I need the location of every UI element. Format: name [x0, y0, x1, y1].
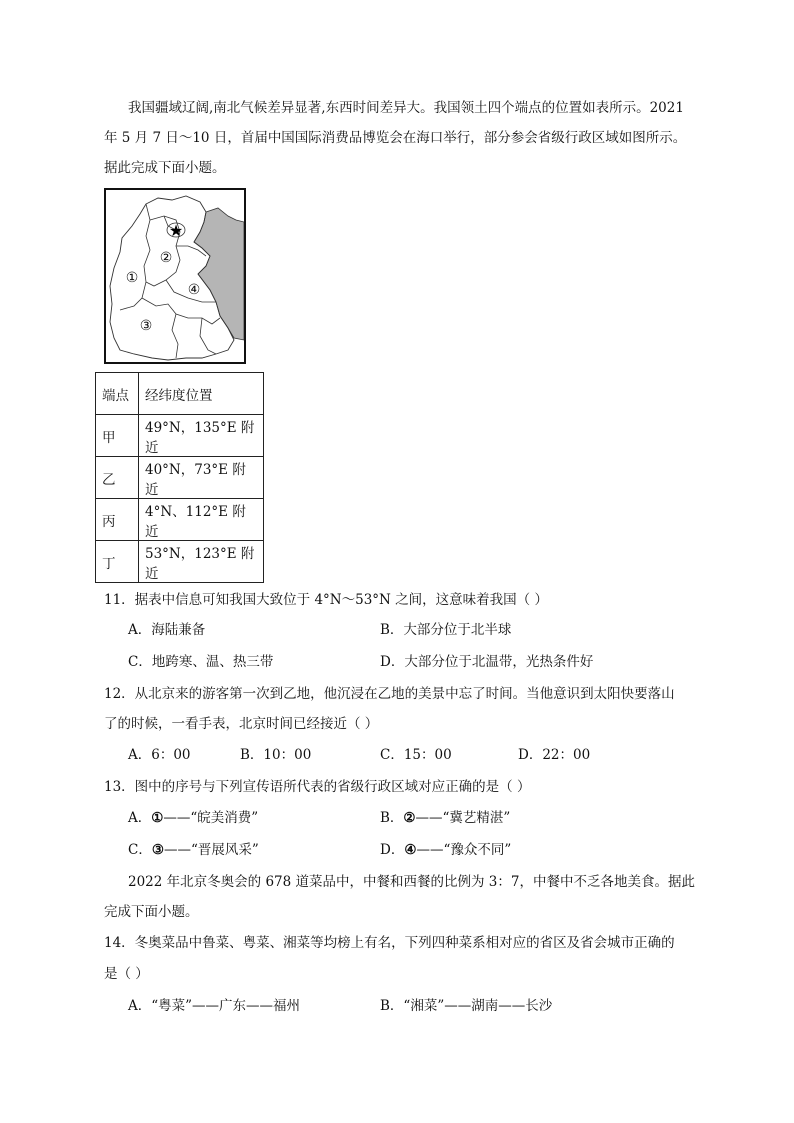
- capital-star-icon: ★: [168, 221, 184, 240]
- q13-option-a[interactable]: [128, 808, 258, 828]
- border-7: [200, 318, 216, 354]
- table-header: 端点: [96, 373, 139, 415]
- table-cell: 4°N、112°E 附近: [139, 499, 264, 541]
- table-row: [96, 541, 264, 583]
- q14-stem-line-2: 是（ ）: [104, 966, 149, 982]
- q13-option-c-number: ③: [151, 842, 164, 858]
- table-cell: 甲: [96, 415, 139, 457]
- q12-option-a[interactable]: A．6：00: [128, 747, 191, 763]
- table-header: 经纬度位置: [139, 373, 264, 415]
- q11-option-a[interactable]: A．海陆兼备: [128, 622, 206, 638]
- q13-option-a-text: ——“皖美消费”: [163, 810, 259, 826]
- table-header-row: [96, 373, 264, 415]
- q13-option-b-number: ②: [403, 810, 416, 826]
- q13-option-c-text: ——“晋展风采”: [163, 842, 259, 858]
- q13-option-b-prefix: B．: [380, 810, 404, 826]
- intro-line-3: 据此完成下面小题。: [104, 160, 226, 176]
- q13-option-b[interactable]: [380, 808, 510, 828]
- q13-option-b-text: ——“冀艺精湛”: [415, 810, 511, 826]
- q14-stem-line-1: 14．冬奥菜品中鲁菜、粤菜、湘菜等均榜上有名，下列四种菜系相对应的省区及省会城市正确的: [104, 935, 675, 951]
- q13-stem: 13．图中的序号与下列宣传语所代表的省级行政区域对应正确的是（ ）: [104, 779, 531, 795]
- intro2-line-1: 2022 年北京冬奥会的 678 道菜品中，中餐和西餐的比例为 3：7，中餐中不乏各地美食。据此: [128, 874, 695, 890]
- table-row: [96, 415, 264, 457]
- q12-stem-line-1: 12．从北京来的游客第一次到乙地，他沉浸在乙地的美景中忘了时间。当他意识到太阳快要落山: [104, 686, 675, 702]
- q13-option-d[interactable]: [380, 840, 511, 860]
- q11-option-c[interactable]: C．地跨寒、温、热三带: [128, 654, 274, 670]
- q12-option-d[interactable]: D．22：00: [518, 747, 591, 763]
- intro2-line-2: 完成下面小题。: [104, 904, 199, 920]
- q14-option-b[interactable]: B．“湘菜”——湖南——长沙: [380, 998, 553, 1014]
- q11-option-b[interactable]: B．大部分位于北半球: [380, 622, 512, 638]
- map-label-1: ①: [125, 270, 139, 286]
- table-row: [96, 499, 264, 541]
- table-row: [96, 457, 264, 499]
- q13-option-c[interactable]: [128, 840, 259, 860]
- table-cell: 53°N，123°E 附近: [139, 541, 264, 583]
- q13-option-d-prefix: D．: [380, 842, 405, 858]
- border-1: [120, 204, 150, 310]
- q14-option-a[interactable]: A．“粤菜”——广东——福州: [128, 998, 301, 1014]
- table-cell: 49°N，135°E 附近: [139, 415, 264, 457]
- q12-option-b[interactable]: B．10：00: [240, 747, 312, 763]
- region-map-svg: [106, 190, 244, 362]
- q11-option-d[interactable]: D．大部分位于北温带，光热条件好: [380, 654, 594, 670]
- q13-option-d-number: ④: [404, 842, 417, 858]
- table-cell: 丁: [96, 541, 139, 583]
- region-map: [104, 188, 246, 364]
- map-label-2: ②: [159, 250, 173, 266]
- q12-stem-line-2: 了的时候，一看手表，北京时间已经接近（ ）: [104, 716, 379, 732]
- q13-option-d-text: ——“豫众不同”: [416, 842, 512, 858]
- intro-line-2: 年 5 月 7 日～10 日，首届中国国际消费品博览会在海口举行，部分参会省级行政区域如图所示。: [104, 130, 687, 146]
- q11-stem: 11．据表中信息可知我国大致位于 4°N～53°N 之间，这意味着我国（ ）: [104, 592, 548, 608]
- table-cell: 乙: [96, 457, 139, 499]
- q13-option-a-number: ①: [151, 810, 164, 826]
- table-cell: 40°N，73°E 附近: [139, 457, 264, 499]
- q12-option-c[interactable]: C．15：00: [380, 747, 452, 763]
- map-label-4: ④: [187, 282, 201, 298]
- border-6: [172, 314, 178, 358]
- table-cell: 丙: [96, 499, 139, 541]
- q13-option-c-prefix: C．: [128, 842, 152, 858]
- intro-line-1: 我国疆域辽阔,南北气候差异显著,东西时间差异大。我国领土四个端点的位置如表所示。2021: [128, 100, 684, 116]
- q13-option-a-prefix: A．: [128, 810, 152, 826]
- extreme-points-table: [95, 372, 264, 583]
- map-label-3: ③: [139, 318, 153, 334]
